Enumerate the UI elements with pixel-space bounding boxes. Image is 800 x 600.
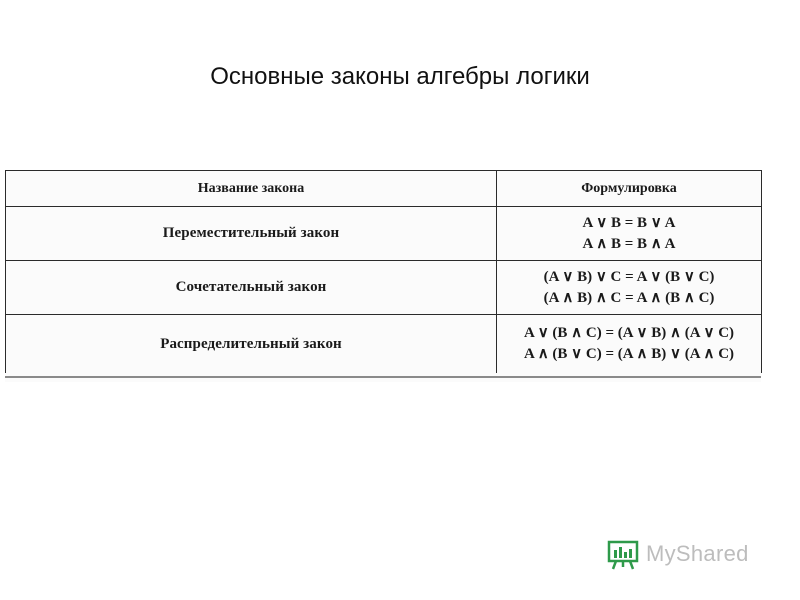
- formula-line: (A ∨ B) ∨ C = A ∨ (B ∨ C): [543, 268, 715, 285]
- header-formula: Формулировка: [497, 171, 762, 207]
- laws-table-image: [5, 170, 761, 382]
- formula-cell-associative: [497, 261, 762, 315]
- law-name-distributive: Распределительный закон: [6, 315, 497, 374]
- formula-line: (A ∧ B) ∧ C = A ∧ (B ∧ C): [543, 289, 715, 306]
- law-name-associative: Сочетательный закон: [6, 261, 497, 315]
- law-name-commutative: Переместительный закон: [6, 207, 497, 261]
- formula-line: A ∧ B = B ∧ A: [582, 235, 676, 252]
- formula-line: A ∨ (B ∧ C) = (A ∨ B) ∧ (A ∨ C): [523, 325, 735, 341]
- formula-cell-commutative: [497, 207, 762, 261]
- table-row: [6, 207, 762, 261]
- table-row: [6, 315, 762, 374]
- formula-cell-distributive: [497, 315, 762, 374]
- table-row: [6, 261, 762, 315]
- header-law-name: Название закона: [6, 171, 497, 207]
- formula-line: A ∧ (B ∨ C) = (A ∧ B) ∨ (A ∧ C): [523, 346, 735, 362]
- myshared-logo: [606, 537, 749, 571]
- scan-cut-edge: [5, 376, 761, 378]
- presentation-board-icon: [606, 537, 640, 571]
- watermark-text: MyShared: [646, 541, 749, 566]
- table-header-row: [6, 171, 762, 207]
- slide-title: Основные законы алгебры логики: [210, 63, 590, 90]
- formula-line: A ∨ B = B ∨ A: [582, 214, 676, 231]
- laws-table: [5, 170, 762, 373]
